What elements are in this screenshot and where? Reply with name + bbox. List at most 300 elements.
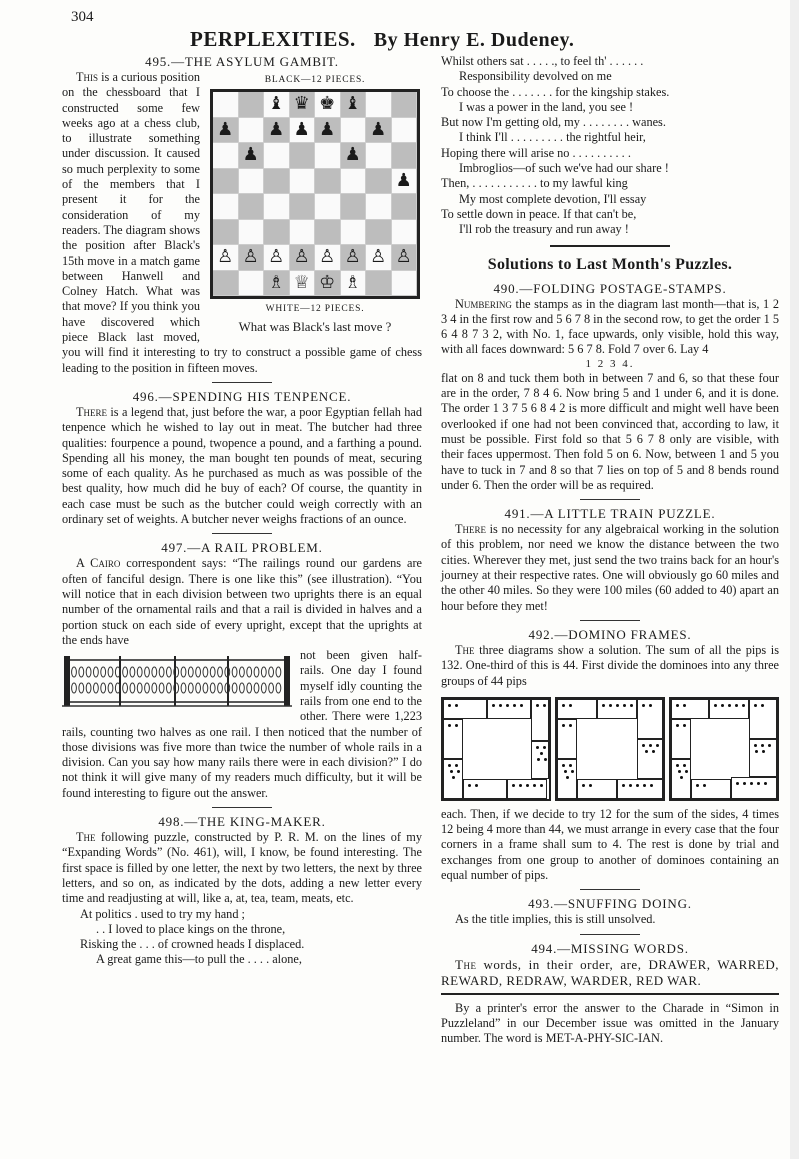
domino-pip <box>564 770 567 773</box>
lead-word: This <box>76 70 99 84</box>
title-text: PERPLEXITIES. <box>190 27 356 51</box>
chess-piece-square: ♟ <box>315 118 341 144</box>
chess-square <box>264 194 290 220</box>
ornamental-rail <box>276 683 281 693</box>
ornamental-rail <box>196 683 201 693</box>
chess-piece-square: ♗ <box>341 271 367 297</box>
domino-pip <box>636 784 639 787</box>
lead-word: A Cairo <box>76 556 121 571</box>
domino <box>749 699 777 739</box>
domino-pip <box>630 704 633 707</box>
puzzle-496-text <box>62 405 422 527</box>
domino-pip <box>569 724 572 727</box>
domino-pip <box>680 776 683 779</box>
domino <box>531 741 549 779</box>
domino-pip <box>609 704 612 707</box>
domino-frame <box>441 697 551 801</box>
domino-pip <box>448 724 451 727</box>
lead-word: There <box>76 404 108 419</box>
chess-square <box>264 169 290 195</box>
domino-pip <box>536 704 539 707</box>
verse-line: At politics . used to try my hand ; <box>80 906 245 921</box>
chess-piece-square: ♔ <box>315 271 341 297</box>
ornamental-rail <box>269 683 274 693</box>
ornamental-rail <box>159 683 164 693</box>
ornamental-rail <box>240 683 245 693</box>
chess-piece-square: ♟ <box>264 118 290 144</box>
verse-line: Imbroglios—of such we've had our share ! <box>459 161 669 176</box>
end-upright <box>64 656 70 706</box>
domino-pip <box>562 764 565 767</box>
domino-pip <box>582 784 585 787</box>
chess-piece-square: ♝ <box>264 92 290 118</box>
domino <box>507 779 547 799</box>
chess-diagram <box>208 72 422 335</box>
chess-piece-square: ♗ <box>264 271 290 297</box>
chess-square <box>341 118 367 144</box>
ornamental-rail <box>210 683 215 693</box>
domino <box>577 779 617 799</box>
ornamental-rail <box>167 683 172 693</box>
domino-pip <box>676 764 679 767</box>
domino <box>731 777 777 799</box>
domino-pip <box>754 744 757 747</box>
ornamental-rail <box>145 667 150 677</box>
domino-pip <box>642 704 645 707</box>
ornamental-rail <box>203 683 208 693</box>
verse-line: To settle down in peace. If that can't be, <box>441 206 637 221</box>
domino-pip <box>622 784 625 787</box>
ornamental-rail <box>254 667 259 677</box>
domino-pip <box>703 784 706 787</box>
ornamental-rail <box>167 667 172 677</box>
ornamental-rail <box>261 667 266 677</box>
solution-494-text <box>441 957 779 989</box>
body-text: is a curious position on the chessboard that I constructed some few weeks ago at a chess club, to illustrate something under discussion. It caused so much perplexity to some of the members that I present it for the consideration of my readers. The diagram shows the position after Black's 15th move in a match game between Hanwell and Colney Hatch. What was that move? If you think you have discovered which piece Black last moved, you will find it interesting to try to construct a possible game of chess leading to the position in fifteen moves. <box>62 70 422 375</box>
verse-line: Then, . . . . . . . . . . . to my lawful king <box>441 176 628 191</box>
domino-pip <box>499 704 502 707</box>
ornamental-rail <box>188 683 193 693</box>
ornamental-rail <box>101 683 106 693</box>
ornamental-rail <box>232 667 237 677</box>
domino-pip <box>643 784 646 787</box>
domino-pip <box>562 704 565 707</box>
domino <box>487 699 531 719</box>
chess-piece-square: ♟ <box>341 143 367 169</box>
chess-piece-square: ♕ <box>290 271 316 297</box>
domino-pip <box>571 770 574 773</box>
lead-word: The <box>455 956 477 972</box>
verse-line: But now I'm getting old, my . . . . . . . . wanes. <box>441 115 666 130</box>
ornamental-rail <box>152 683 157 693</box>
domino <box>637 739 663 779</box>
domino-pip <box>683 724 686 727</box>
chess-square <box>392 118 418 144</box>
ornamental-rail <box>137 667 142 677</box>
ornamental-rail <box>188 667 193 677</box>
body-text: following puzzle, constructed by P. R. M. on the lines of my “Expanding Words” (No. 461), will, I know, be found interesting. The first space is filled by one letter, the next by two letters, the next by three letters, and so on, as indicated by the dots, adding a new letter every time and readjusting at will, like a, at, tea, team, meats, etc. <box>62 830 422 906</box>
body-text: words, in their order, are, DRAWER, WARRED, REWARD, REDRAW, WARDER, RED WAR. <box>441 956 779 988</box>
domino-pip <box>452 776 455 779</box>
domino <box>617 779 663 799</box>
chess-square <box>366 143 392 169</box>
domino <box>443 699 487 719</box>
chess-square <box>366 194 392 220</box>
chess-square <box>239 220 265 246</box>
domino <box>531 699 549 741</box>
domino-pip <box>562 724 565 727</box>
page-number: 304 <box>71 9 94 25</box>
chess-piece-square: ♟ <box>392 169 418 195</box>
ornamental-rail <box>123 683 128 693</box>
verse-line: Hoping there will arise no . . . . . . . . . . <box>441 145 631 160</box>
chess-square <box>213 169 239 195</box>
chess-square <box>239 92 265 118</box>
chess-square <box>366 169 392 195</box>
chess-square <box>341 220 367 246</box>
domino-pip <box>455 724 458 727</box>
chess-piece-square: ♙ <box>239 245 265 271</box>
upright <box>174 656 176 706</box>
end-upright <box>284 656 290 706</box>
domino <box>557 759 577 799</box>
chess-square <box>341 194 367 220</box>
domino-pip <box>676 724 679 727</box>
domino-pip <box>455 704 458 707</box>
chess-piece-square: ♙ <box>392 245 418 271</box>
domino-pip <box>602 704 605 707</box>
chess-piece-square: ♟ <box>239 143 265 169</box>
chess-piece-square: ♟ <box>366 118 392 144</box>
verse-line: I was a power in the land, you see ! <box>459 99 634 114</box>
domino-pip <box>762 750 765 753</box>
ornamental-rail <box>203 667 208 677</box>
chess-square <box>315 169 341 195</box>
domino-pip <box>743 782 746 785</box>
ornamental-rail <box>72 683 77 693</box>
domino-pip <box>457 770 460 773</box>
lead-word: The <box>76 830 96 845</box>
chess-square <box>315 194 341 220</box>
solution-493-heading: 493.—SNUFFING DOING. <box>528 896 692 912</box>
puzzle-495-heading: 495.—THE ASYLUM GAMBIT. <box>145 54 339 69</box>
domino-pip <box>678 770 681 773</box>
solution-492-text-a <box>441 643 779 689</box>
domino <box>749 739 777 777</box>
puzzle-497-text-b: not been given half-rails. One day I found myself idly counting the rails from one end to the other. There were 1,223 rails, counting two halves as one rail. I then noticed that the number of those divisions was five more than twice the number of whole rails in a division. Can you say how many rails there were in each division?” I do not think it will give many of my readers much difficulty, but it will be found interesting to figure out the answer. <box>62 648 422 800</box>
domino <box>443 759 463 799</box>
chess-square <box>239 118 265 144</box>
chess-square <box>290 220 316 246</box>
ornamental-rail <box>269 667 274 677</box>
chess-square <box>213 92 239 118</box>
king-maker-verse-part-1 <box>62 907 422 968</box>
verse-line: My most complete devotion, I'll essay <box>459 191 647 206</box>
ornamental-rail <box>196 667 201 677</box>
body-text: three diagrams show a solution. The sum of all the pips is 132. One-third of this is 44. First divide the dominoes into any three groups of 44 pips <box>441 642 779 688</box>
ornamental-rail <box>130 683 135 693</box>
king-maker-verse-part-2 <box>441 54 779 238</box>
puzzle-498-heading: 498.—THE KING-MAKER. <box>158 814 326 830</box>
board-bottom-label: WHITE—12 PIECES. <box>265 304 365 314</box>
domino-pip <box>676 704 679 707</box>
ornamental-rail <box>86 683 91 693</box>
domino-pip <box>768 744 771 747</box>
chess-square <box>239 271 265 297</box>
domino-pip <box>537 758 540 761</box>
ornamental-rail <box>276 667 281 677</box>
lead-word: The <box>455 642 475 657</box>
divider <box>212 382 272 383</box>
body-text: the stamps as in the diagram last month—that is, 1 2 3 4 in the first row and 5 6 7 8 in the second row, to get the order 1 5 6 4 8 7 3 2, with No. 1, face upwards, only visible, hold this way, with all faces downward: 5 6 7 8. Fold 7 over 6. Lay 4 <box>441 296 779 357</box>
chess-square <box>315 143 341 169</box>
chessboard <box>210 89 420 299</box>
domino-pip <box>506 704 509 707</box>
domino-pip <box>728 704 731 707</box>
domino-pip <box>448 704 451 707</box>
domino-pip <box>761 744 764 747</box>
chess-square <box>341 169 367 195</box>
byline: By Henry E. Dudeney. <box>373 29 575 51</box>
domino-pip <box>735 704 738 707</box>
domino <box>671 759 691 799</box>
domino-pip <box>492 704 495 707</box>
domino-pip <box>526 784 529 787</box>
chess-square <box>290 169 316 195</box>
domino-pip <box>468 784 471 787</box>
divider <box>580 889 640 890</box>
left-column <box>62 54 422 968</box>
domino-pip <box>642 744 645 747</box>
puzzle-498-text <box>62 830 422 906</box>
domino-pip <box>757 782 760 785</box>
puzzle-497-text-a <box>62 556 422 648</box>
domino <box>443 719 463 759</box>
ornamental-rail <box>232 683 237 693</box>
domino-pip <box>683 704 686 707</box>
solution-490-heading: 490.—FOLDING POSTAGE-STAMPS. <box>493 280 727 296</box>
scan-edge-strip <box>790 0 799 1159</box>
ornamental-rail <box>72 667 77 677</box>
ornamental-rail <box>218 683 223 693</box>
ornamental-rail <box>159 667 164 677</box>
chess-piece-square: ♚ <box>315 92 341 118</box>
ornamental-rail <box>130 667 135 677</box>
ornamental-rail <box>261 683 266 693</box>
domino-pip <box>656 744 659 747</box>
chess-piece-square: ♝ <box>341 92 367 118</box>
domino <box>557 719 577 759</box>
upright <box>227 656 229 706</box>
erratum-text: By a printer's error the answer to the Charade in “Simon in Puzzleland” in our December issue was omitted in the January number. The word is MET-A-PHY-SIC-IAN. <box>441 1000 779 1046</box>
divider <box>212 533 272 534</box>
ornamental-rail <box>181 683 186 693</box>
body-text: correspondent says: “The railings round our gardens are often of fanciful design. There is one like this” (see illustration). “You will notice that in each division between two uprights there is an equal number of the ornamental rails and that a rail is divided in halves and a portion stuck on each side of every upright, except that the uprights at the ends have <box>62 556 422 647</box>
ornamental-rail <box>79 667 84 677</box>
domino-pip <box>750 782 753 785</box>
railing-frame <box>66 660 288 702</box>
ornamental-rail <box>240 667 245 677</box>
domino-pip <box>742 704 745 707</box>
domino-pip <box>566 776 569 779</box>
solution-492-text-b: each. Then, if we decide to try 12 for the sum of the sides, 4 times 12 being 4 more than 44, we must arrange in every case that the four corners in a frame shall sum to 4. The rest is done by trial and exchanges from one group to another of dominoes containing an equal number of pips. <box>441 806 779 882</box>
chess-question: What was Black's last move ? <box>238 320 392 334</box>
chess-square <box>366 271 392 297</box>
domino-pip <box>652 750 655 753</box>
ornamental-rail <box>108 683 113 693</box>
domino-pip <box>721 704 724 707</box>
domino-pip <box>520 704 523 707</box>
domino-pip <box>736 782 739 785</box>
page-title <box>190 26 750 52</box>
domino-pip <box>755 750 758 753</box>
verse-line: A great game this—to pull the . . . . alone, <box>96 952 302 967</box>
domino-pip <box>649 744 652 747</box>
domino-pip <box>685 770 688 773</box>
divider <box>580 934 640 935</box>
domino-pip <box>629 784 632 787</box>
divider <box>212 807 272 808</box>
domino-pip <box>569 704 572 707</box>
ornamental-rail <box>137 683 142 693</box>
verse-line: I think I'll . . . . . . . . . the rightful heir, <box>459 130 646 145</box>
ornamental-rail <box>210 667 215 677</box>
solution-490-text-b: flat on 8 and tuck them both in between 7 and 6, so that these four are in the order, 7 8 4 6. Now bring 5 and 1 under 6, and it is done. The order 1 3 7 5 6 8 4 2 is more difficult and might well have been overlooked if one had not been convinced that, according to law, it must be possible. First fold so that 5 6 7 8 only are visible, with their faces uppermost. Then fold 5 on 6. Now, between 1 and 5 you have to tuck in 7 and 8 so that 7 lies on top of 5 and 8 bends round under 6. Then the order will be as required. <box>441 370 779 492</box>
chess-piece-square: ♙ <box>366 245 392 271</box>
chess-square <box>239 169 265 195</box>
ornamental-rail <box>108 667 113 677</box>
chess-square <box>392 92 418 118</box>
domino-pip <box>761 704 764 707</box>
chess-square <box>290 194 316 220</box>
domino <box>671 719 691 759</box>
chess-piece-square: ♙ <box>341 245 367 271</box>
ornamental-rail <box>145 683 150 693</box>
domino-pip <box>533 784 536 787</box>
board-top-label: BLACK—12 PIECES. <box>264 75 366 85</box>
upright <box>119 656 121 706</box>
domino-pip <box>519 784 522 787</box>
domino <box>597 699 637 719</box>
solutions-heading: Solutions to Last Month's Puzzles. <box>487 255 733 273</box>
solution-493-text: As the title implies, this is still unsolved. <box>455 912 656 927</box>
ornamental-rail <box>181 667 186 677</box>
ornamental-rail <box>94 667 99 677</box>
domino-pip <box>544 758 547 761</box>
domino-pip <box>569 764 572 767</box>
puzzle-496-heading: 496.—SPENDING HIS TENPENCE. <box>132 388 352 404</box>
verse-line: Whilst others sat . . . . ., to feel th' . . . . . . <box>441 54 644 68</box>
solution-490-text-a <box>441 297 779 358</box>
divider <box>580 620 640 621</box>
puzzle-497-heading: 497.—A RAIL PROBLEM. <box>161 540 323 556</box>
chess-piece-square: ♙ <box>315 245 341 271</box>
domino-pip <box>450 770 453 773</box>
chess-square <box>366 92 392 118</box>
chess-square <box>213 271 239 297</box>
chess-square <box>264 143 290 169</box>
domino-frame <box>669 697 779 801</box>
solution-494-heading: 494.—MISSING WORDS. <box>531 940 689 956</box>
domino-frame <box>555 697 665 801</box>
verse-line: I'll rob the treasury and run away ! <box>459 222 629 237</box>
chess-square <box>213 194 239 220</box>
domino-pip <box>623 704 626 707</box>
solution-491-heading: 491.—A LITTLE TRAIN PUZZLE. <box>504 506 716 522</box>
domino <box>557 699 597 719</box>
chess-square <box>392 143 418 169</box>
ornamental-rail <box>94 683 99 693</box>
solution-491-text <box>441 522 779 614</box>
chess-square <box>264 220 290 246</box>
chess-square <box>392 220 418 246</box>
domino-pip <box>543 704 546 707</box>
verse-line: Risking the . . . of crowned heads I displaced. <box>80 937 305 952</box>
domino-pip <box>448 764 451 767</box>
domino-pip <box>645 750 648 753</box>
verse-line: To choose the . . . . . . . for the kingship stakes. <box>441 84 670 99</box>
domino-pip <box>455 764 458 767</box>
ornamental-rail <box>152 667 157 677</box>
ornamental-rail <box>247 667 252 677</box>
chess-piece-square: ♟ <box>290 118 316 144</box>
domino-pip <box>764 782 767 785</box>
domino-pip <box>649 704 652 707</box>
domino-pip <box>536 746 539 749</box>
right-column <box>441 54 779 1046</box>
chess-square <box>213 143 239 169</box>
domino-frames-diagrams <box>441 697 779 801</box>
chess-square <box>239 194 265 220</box>
erratum-note <box>441 993 779 1047</box>
chess-square <box>315 220 341 246</box>
chess-piece-square: ♙ <box>213 245 239 271</box>
railing-illustration <box>62 652 292 710</box>
lead-word: There <box>455 522 487 537</box>
domino-pip <box>512 784 515 787</box>
chess-square <box>290 143 316 169</box>
verse-line: Responsibility devolved on me <box>459 69 612 84</box>
domino-pip <box>683 764 686 767</box>
domino-pip <box>754 704 757 707</box>
ornamental-rail <box>101 667 106 677</box>
lead-word: Numbering <box>455 296 512 311</box>
domino-pip <box>475 784 478 787</box>
domino <box>671 699 709 719</box>
chess-piece-square: ♛ <box>290 92 316 118</box>
chess-square <box>213 220 239 246</box>
chess-square <box>392 194 418 220</box>
ornamental-rail <box>218 667 223 677</box>
domino-pip <box>540 752 543 755</box>
domino-pip <box>589 784 592 787</box>
chess-piece-square: ♙ <box>264 245 290 271</box>
ornamental-rail <box>247 683 252 693</box>
stamp-order: 1 2 3 4. <box>585 357 635 370</box>
divider <box>580 499 640 500</box>
verse-line: . . I loved to place kings on the throne, <box>96 921 286 936</box>
domino-pip <box>543 746 546 749</box>
chess-piece-square: ♟ <box>213 118 239 144</box>
ornamental-rail <box>86 667 91 677</box>
domino-pip <box>696 784 699 787</box>
ornamental-rail <box>123 667 128 677</box>
domino-pip <box>714 704 717 707</box>
chess-piece-square: ♙ <box>290 245 316 271</box>
chess-square <box>392 271 418 297</box>
domino <box>637 699 663 739</box>
domino <box>709 699 749 719</box>
